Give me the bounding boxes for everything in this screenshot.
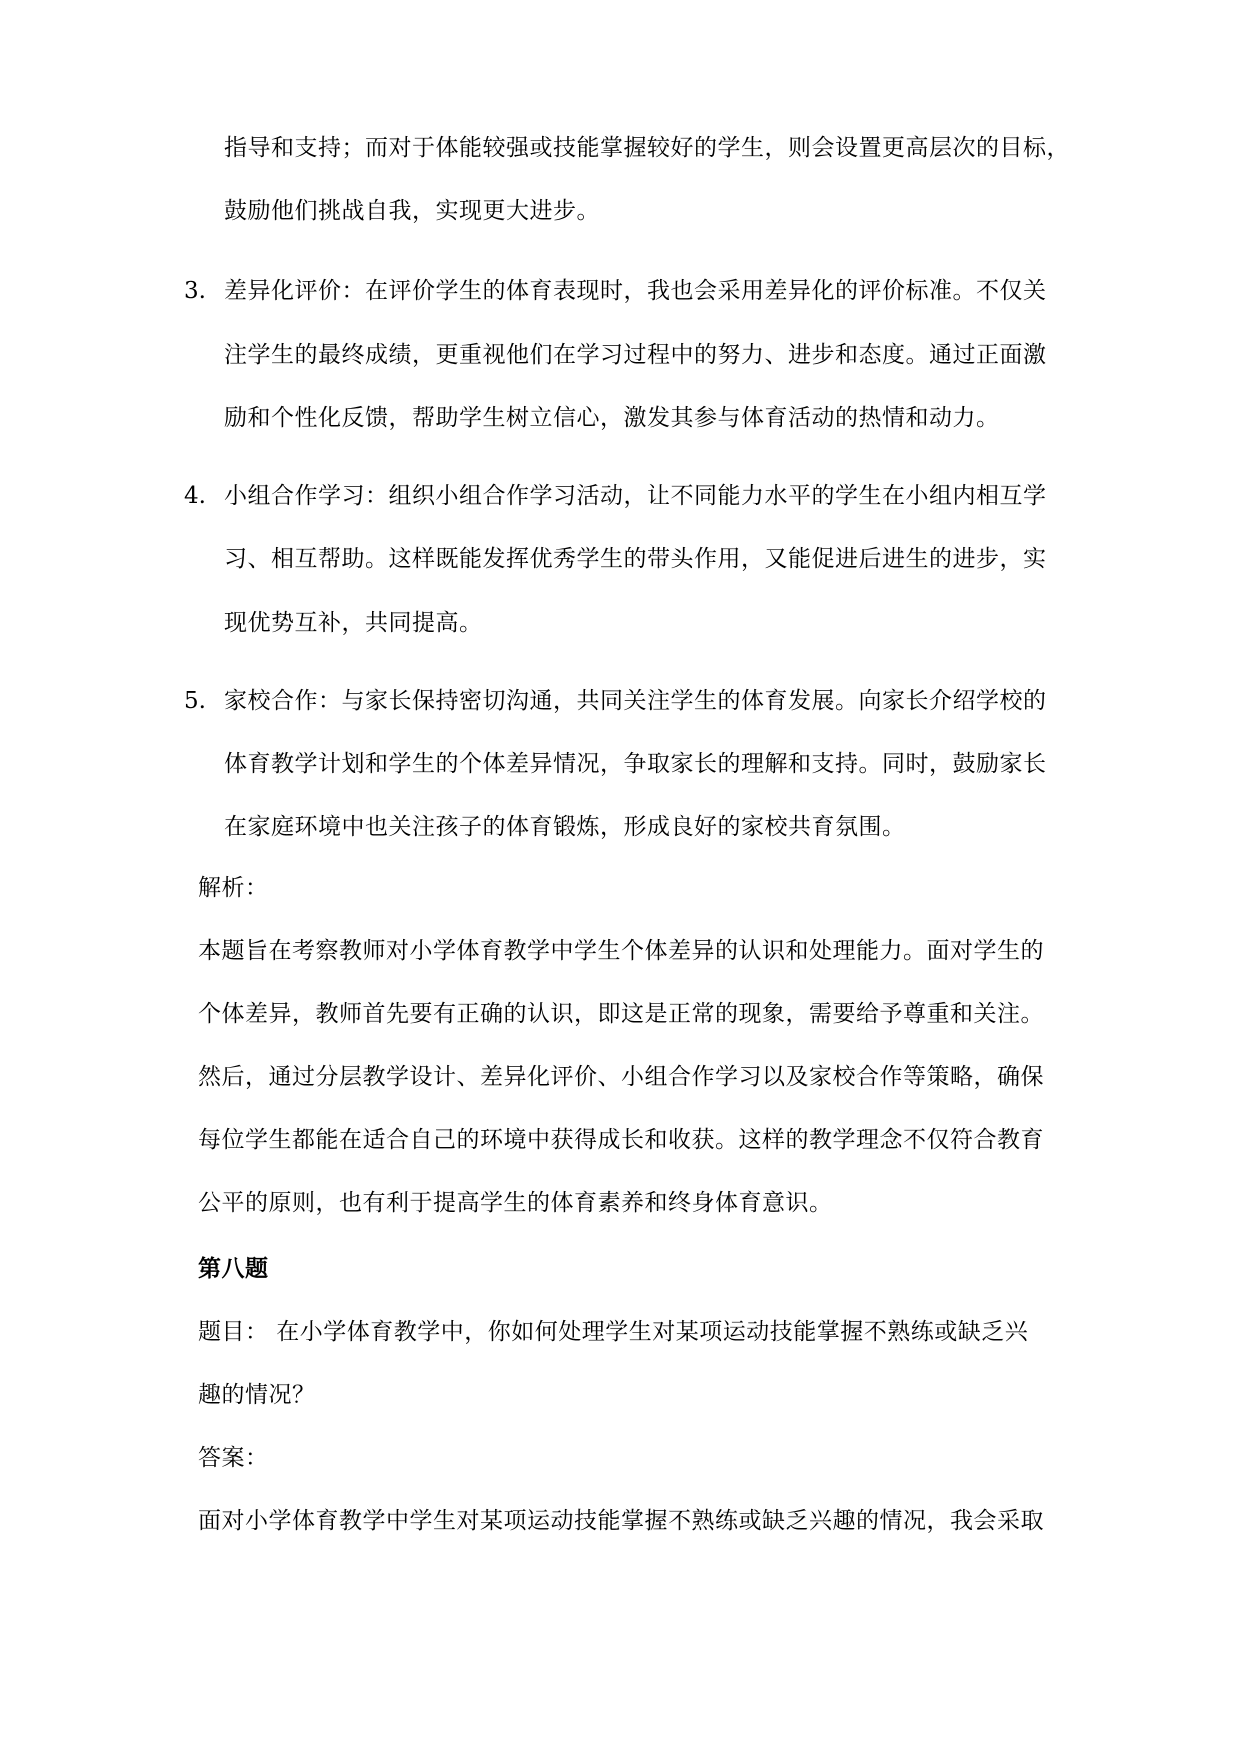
question-line-1: 题目： 在小学体育教学中，你如何处理学生对某项运动技能掌握不熟练或缺乏兴 (198, 1319, 1029, 1345)
list-item-3-line-2: 注学生的最终成绩，更重视他们在学习过程中的努力、进步和态度。通过正面激 (224, 342, 1047, 368)
list-item-4-line-3: 现优势互补，共同提高。 (224, 610, 483, 636)
analysis-line-5: 公平的原则，也有利于提高学生的体育素养和终身体育意识。 (198, 1190, 833, 1216)
analysis-line-2: 个体差异，教师首先要有正确的认识，即这是正常的现象，需要给予尊重和关注。 (198, 1001, 1044, 1027)
section-heading: 第八题 (198, 1255, 269, 1282)
list-item-2-line-1: 指导和支持；而对于体能较强或技能掌握较好的学生，则会设置更高层次的目标， (224, 135, 1070, 161)
list-item-4-number: 4. (184, 483, 206, 509)
list-item-4-line-1: 小组合作学习：组织小组合作学习活动，让不同能力水平的学生在小组内相互学 (224, 483, 1047, 509)
list-item-3-line-3: 励和个性化反馈，帮助学生树立信心，激发其参与体育活动的热情和动力。 (224, 405, 1000, 431)
analysis-line-4: 每位学生都能在适合自己的环境中获得成长和收获。这样的教学理念不仅符合教育 (198, 1127, 1044, 1153)
analysis-line-3: 然后，通过分层教学设计、差异化评价、小组合作学习以及家校合作等策略，确保 (198, 1064, 1044, 1090)
list-item-5-number: 5. (184, 688, 206, 714)
list-item-5-line-1: 家校合作：与家长保持密切沟通，共同关注学生的体育发展。向家长介绍学校的 (224, 688, 1047, 714)
answer-line-1: 面对小学体育教学中学生对某项运动技能掌握不熟练或缺乏兴趣的情况，我会采取 (198, 1508, 1044, 1534)
list-item-5-line-3: 在家庭环境中也关注孩子的体育锻炼，形成良好的家校共育氛围。 (224, 814, 906, 840)
list-item-4-line-2: 习、相互帮助。这样既能发挥优秀学生的带头作用，又能促进后进生的进步，实 (224, 546, 1047, 572)
list-item-2-line-2: 鼓励他们挑战自我，实现更大进步。 (224, 198, 600, 224)
list-item-5-line-2: 体育教学计划和学生的个体差异情况，争取家长的理解和支持。同时，鼓励家长 (224, 751, 1047, 777)
analysis-label: 解析： (198, 875, 269, 901)
question-line-2: 趣的情况？ (198, 1382, 316, 1408)
list-item-3-number: 3. (184, 278, 206, 304)
list-item-3-line-1: 差异化评价：在评价学生的体育表现时，我也会采用差异化的评价标准。不仅关 (224, 278, 1047, 304)
analysis-line-1: 本题旨在考察教师对小学体育教学中学生个体差异的认识和处理能力。面对学生的 (198, 938, 1044, 964)
answer-label: 答案： (198, 1445, 269, 1471)
